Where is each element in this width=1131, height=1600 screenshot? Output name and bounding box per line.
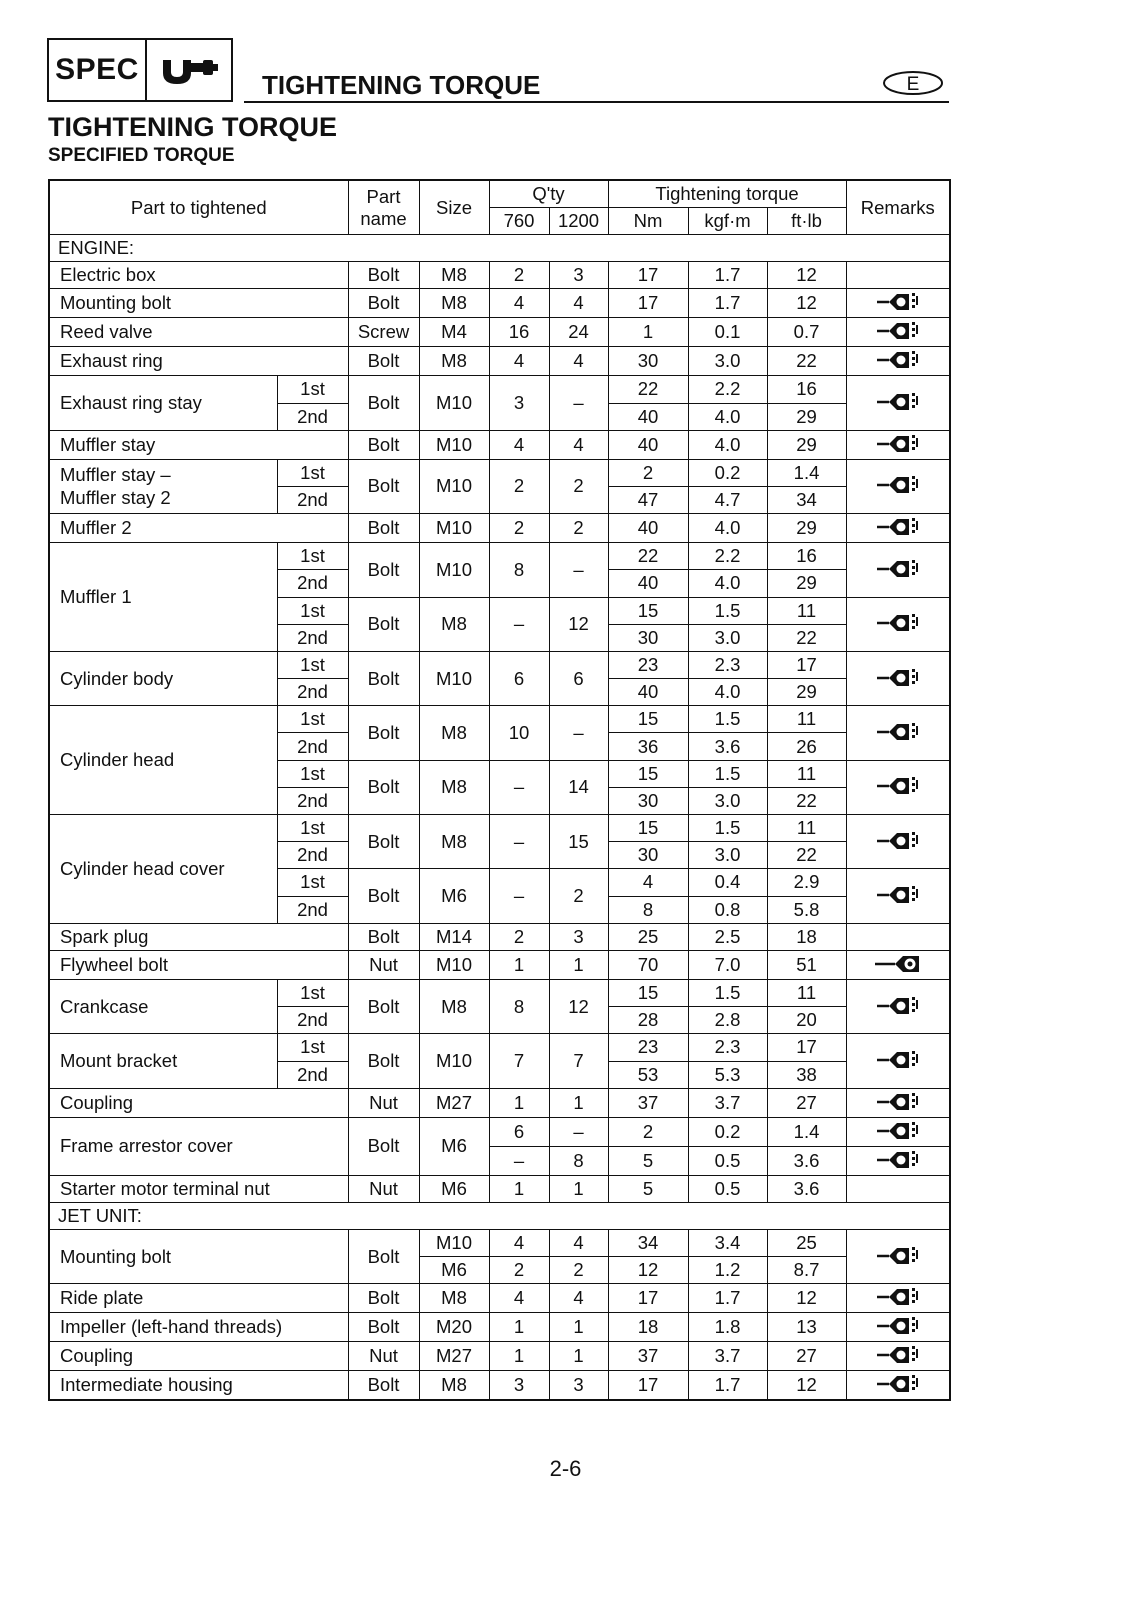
table-row: Starter motor terminal nut Nut M6 1 1 5 0.5 3.6 [49, 1175, 950, 1202]
locktite-icon [875, 389, 921, 413]
locktite-icon [875, 431, 921, 455]
locktite-icon [875, 1371, 921, 1395]
table-row: Crankcase 1st Bolt M8 8 12 15 1.5 11 [49, 979, 950, 1006]
table-row: 1st Bolt M8 – 12 15 1.5 11 [49, 597, 950, 624]
table-row: Cylinder body 1st Bolt M10 6 6 23 2.3 17 [49, 651, 950, 678]
locktite-icon [875, 1243, 921, 1267]
header-qty-1200: 1200 [549, 208, 608, 235]
table-row: Spark plug Bolt M14 2 3 25 2.5 18 [49, 923, 950, 950]
locktite-icon [875, 1313, 921, 1337]
locktite-icon [875, 289, 921, 313]
table-row: M6 2 2 12 1.2 8.7 [49, 1257, 950, 1284]
locktite-icon [875, 1147, 921, 1171]
table-row: Cylinder head 1st Bolt M8 10 – 15 1.5 11 [49, 706, 950, 733]
header-title: TIGHTENING TORQUE [262, 70, 541, 100]
table-row: Muffler stay Bolt M10 4 4 40 4.0 29 [49, 430, 950, 459]
locktite-icon [875, 665, 921, 689]
header-kgfm: kgf·m [688, 208, 767, 235]
table-row: Cylinder head cover 1st Bolt M8 – 15 15 1.5 11 [49, 815, 950, 842]
page-number: 2-6 [549, 1456, 582, 1481]
locktite-icon [875, 1342, 921, 1366]
locktite-icon [875, 514, 921, 538]
table-row: 1st Bolt M6 – 2 4 0.4 2.9 [49, 869, 950, 896]
locktite-icon [875, 347, 921, 371]
header-size: Size [419, 180, 489, 235]
table-row: 1st Bolt M8 – 14 15 1.5 11 [49, 760, 950, 787]
header-part-name: Part name [348, 180, 419, 235]
locktite-icon [875, 773, 921, 797]
table-row: Ride plate Bolt M8 4 4 17 1.7 12 [49, 1284, 950, 1313]
table-row: Impeller (left-hand threads) Bolt M20 1 1 18 1.8 13 [49, 1313, 950, 1342]
table-row: 2nd 53 5.3 38 [49, 1061, 950, 1088]
table-row: Coupling Nut M27 1 1 37 3.7 27 [49, 1088, 950, 1117]
table-row: 2nd 47 4.7 34 [49, 486, 950, 513]
header-qty-760: 760 [489, 208, 549, 235]
language-badge [882, 70, 944, 101]
locktite-icon [875, 828, 921, 852]
header-torque: Tightening torque [608, 180, 846, 208]
locktite-icon [875, 882, 921, 906]
table-row: Exhaust ring stay 1st Bolt M10 3 – 22 2.2 16 [49, 376, 950, 403]
table-row: Coupling Nut M27 1 1 37 3.7 27 [49, 1342, 950, 1371]
header-rule [244, 101, 949, 103]
locktite-icon [875, 719, 921, 743]
table-row: Mount bracket 1st Bolt M10 7 7 23 2.3 17 [49, 1034, 950, 1061]
spec-label: SPEC [49, 40, 147, 100]
table-row: 2nd 30 3.0 22 [49, 624, 950, 651]
header-nm: Nm [608, 208, 688, 235]
header-qty: Q'ty [489, 180, 608, 208]
table-row: 2nd 40 4.0 29 [49, 403, 950, 430]
spec-box [47, 38, 233, 102]
table-row: Frame arrestor cover Bolt M6 6 – 2 0.2 1.4 [49, 1117, 950, 1146]
table-row: 2nd 30 3.0 22 [49, 787, 950, 814]
torque-wrench-icon [147, 40, 231, 100]
table-row: Reed valve Screw M4 16 24 1 0.1 0.7 [49, 318, 950, 347]
table-row: 2nd 40 4.0 29 [49, 570, 950, 597]
table-row: 2nd 40 4.0 29 [49, 679, 950, 706]
table-row: – 8 5 0.5 3.6 [49, 1146, 950, 1175]
table-row: Intermediate housing Bolt M8 3 3 17 1.7 12 [49, 1371, 950, 1401]
header-remarks: Remarks [846, 180, 950, 235]
locktite-icon [875, 318, 921, 342]
locktite-icon [875, 610, 921, 634]
section-jet-unit: JET UNIT: [49, 1202, 950, 1229]
locktite-icon [875, 1118, 921, 1142]
table-row: Exhaust ring Bolt M8 4 4 30 3.0 22 [49, 347, 950, 376]
table-row: Mounting bolt Bolt M10 4 4 34 3.4 25 [49, 1230, 950, 1257]
section-engine: ENGINE: [49, 235, 950, 262]
table-row: 2nd 30 3.0 22 [49, 842, 950, 869]
locktite-icon [875, 993, 921, 1017]
table-row: Muffler 2 Bolt M10 2 2 40 4.0 29 [49, 514, 950, 543]
table-row: Muffler 1 1st Bolt M10 8 – 22 2.2 16 [49, 543, 950, 570]
table-row: Mounting bolt Bolt M8 4 4 17 1.7 12 [49, 289, 950, 318]
locktite-icon [875, 1284, 921, 1308]
locktite-icon [875, 1047, 921, 1071]
section-subtitle: SPECIFIED TORQUE [48, 145, 235, 166]
grease-icon [873, 951, 923, 975]
table-row: 2nd 8 0.8 5.8 [49, 896, 950, 923]
locktite-icon [875, 556, 921, 580]
header-part: Part to tightened [49, 180, 348, 235]
table-row: Muffler stay – Muffler stay 2 1st Bolt M10 2 2 2 0.2 1.4 [49, 459, 950, 486]
locktite-icon [875, 1089, 921, 1113]
svg-text:E: E [906, 74, 920, 95]
locktite-icon [875, 472, 921, 496]
header-ftlb: ft·lb [767, 208, 846, 235]
section-title: TIGHTENING TORQUE [48, 112, 338, 142]
table-row: 2nd 28 2.8 20 [49, 1007, 950, 1034]
table-row: Electric box Bolt M8 2 3 17 1.7 12 [49, 262, 950, 289]
table-row: 2nd 36 3.6 26 [49, 733, 950, 760]
table-row: Flywheel bolt Nut M10 1 1 70 7.0 51 [49, 950, 950, 979]
torque-table [48, 179, 951, 1401]
